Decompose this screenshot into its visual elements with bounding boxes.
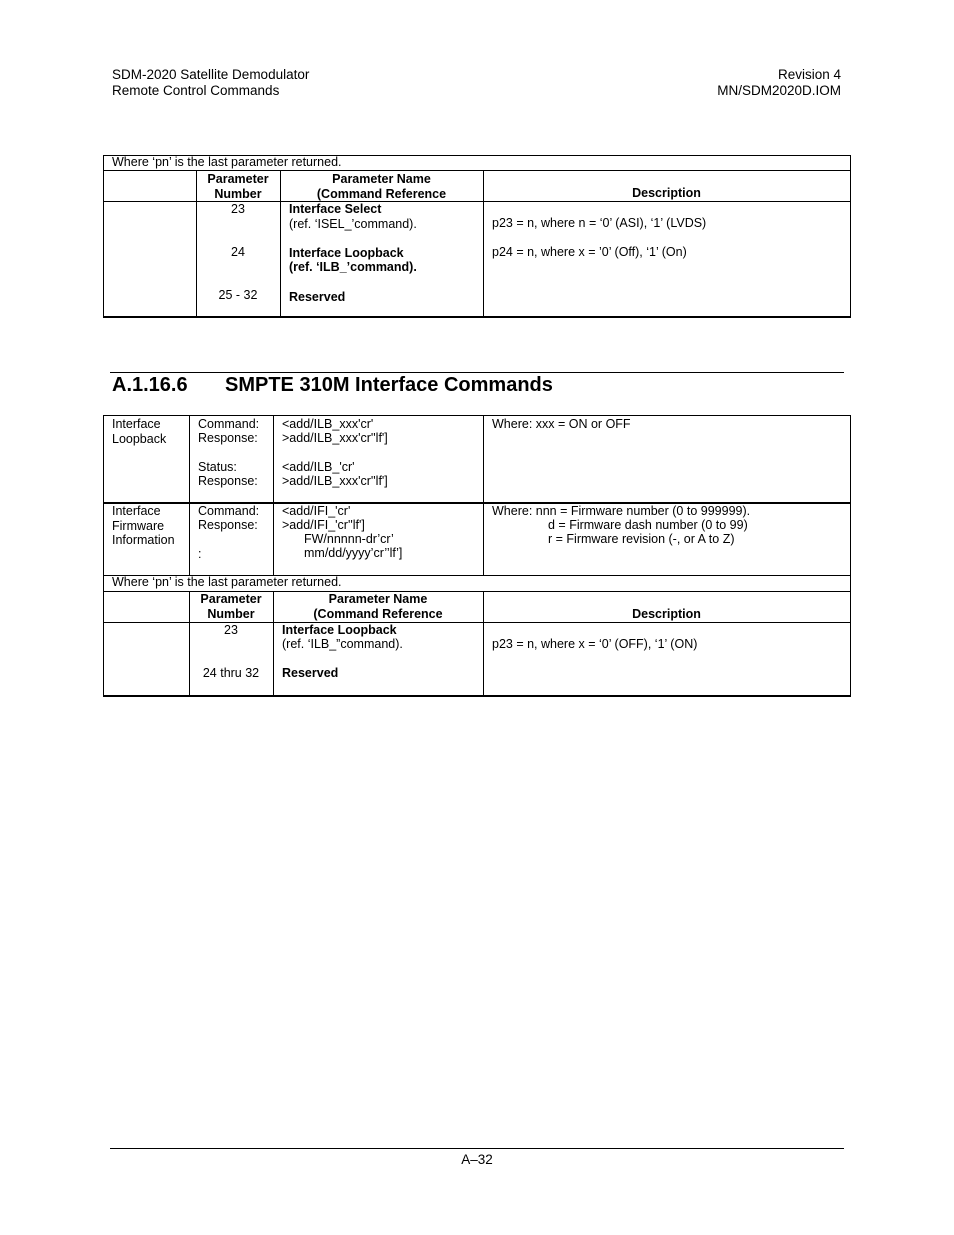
param-number: 24 xyxy=(231,245,245,259)
doc-title xyxy=(112,67,309,99)
table-note: Where ‘pn’ is the last parameter returned. xyxy=(112,155,342,169)
param-description: p23 = n, where x = ‘0’ (OFF), ‘1’ (ON) xyxy=(492,637,698,651)
param-reference: (ref. ‘ILB_’command). xyxy=(289,260,417,274)
col-header-name: Parameter Name (Command Reference xyxy=(316,172,447,201)
status-key: Status: xyxy=(198,460,237,474)
command-description: d = Firmware dash number (0 to 99) xyxy=(548,518,748,532)
param-name: Reserved xyxy=(289,290,346,304)
doc-id: MN/SDM2020D.IOM xyxy=(717,83,841,98)
revision-label: Revision 4 xyxy=(777,67,841,82)
command-label: Interface Loopback xyxy=(112,417,167,446)
param-name: Interface Loopback xyxy=(289,246,404,260)
section-title: SMPTE 310M Interface Commands xyxy=(225,374,553,396)
command-syntax: <add/ILB_xxx'cr' xyxy=(282,417,374,431)
status-response-syntax: >add/ILB_xxx'cr''lf'] xyxy=(282,474,388,488)
response-key: Response: xyxy=(198,431,258,445)
section-heading xyxy=(112,374,553,397)
col-header-number: Parameter Number xyxy=(200,592,262,621)
footer-rule xyxy=(110,1148,844,1149)
param-description: p23 = n, where n = ‘0’ (ASI), ‘1’ (LVDS) xyxy=(492,216,707,230)
param-number: 25 - 32 xyxy=(218,288,258,302)
doc-title-line2: Remote Control Commands xyxy=(112,83,280,98)
response-syntax: >add/IFI_'cr''lf'] xyxy=(282,518,365,532)
section-number: A.1.16.6 xyxy=(112,374,188,396)
response-key: Response: xyxy=(198,474,258,488)
col-header-number: Parameter Number xyxy=(207,172,269,201)
doc-title-line1: SDM-2020 Satellite Demodulator xyxy=(112,67,310,82)
col-header-description: Description xyxy=(632,607,701,621)
command-label: Interface Firmware Information xyxy=(112,504,175,547)
continuation-key: : xyxy=(198,547,202,561)
param-reference: (ref. ‘ISEL_’command). xyxy=(289,217,417,231)
param-number: 24 thru 32 xyxy=(202,666,260,680)
command-description: Where: nnn = Firmware number (0 to 999999). xyxy=(492,504,751,518)
command-syntax: <add/IFI_'cr' xyxy=(282,504,351,518)
command-description: Where: xxx = ON or OFF xyxy=(492,417,631,431)
command-key: Command: xyxy=(198,504,260,518)
section-rule xyxy=(110,372,844,373)
page-number: A–32 xyxy=(461,1152,493,1167)
param-name: Interface Select xyxy=(289,202,382,216)
status-syntax: <add/ILB_'cr' xyxy=(282,460,355,474)
param-name: Reserved xyxy=(282,666,339,680)
response-syntax-line3: mm/dd/yyyy’cr’’lf’] xyxy=(304,546,403,560)
col-header-description: Description xyxy=(632,186,701,200)
param-reference: (ref. ‘ILB_”command). xyxy=(282,637,403,651)
command-description: r = Firmware revision (-, or A to Z) xyxy=(548,532,735,546)
response-key: Response: xyxy=(198,518,258,532)
col-header-name: Parameter Name (Command Reference xyxy=(313,592,443,621)
response-syntax-line2: FW/nnnnn-dr’cr’ xyxy=(304,532,394,546)
param-number: 23 xyxy=(224,623,238,637)
param-number: 23 xyxy=(231,202,245,216)
command-key: Command: xyxy=(198,417,260,431)
doc-revision xyxy=(717,67,841,99)
table-note: Where ‘pn’ is the last parameter returned. xyxy=(112,575,342,589)
param-name: Interface Loopback xyxy=(282,623,397,637)
response-syntax: >add/ILB_xxx'cr''lf'] xyxy=(282,431,388,445)
param-description: p24 = n, where x = ’0’ (Off), ‘1’ (On) xyxy=(492,245,687,259)
